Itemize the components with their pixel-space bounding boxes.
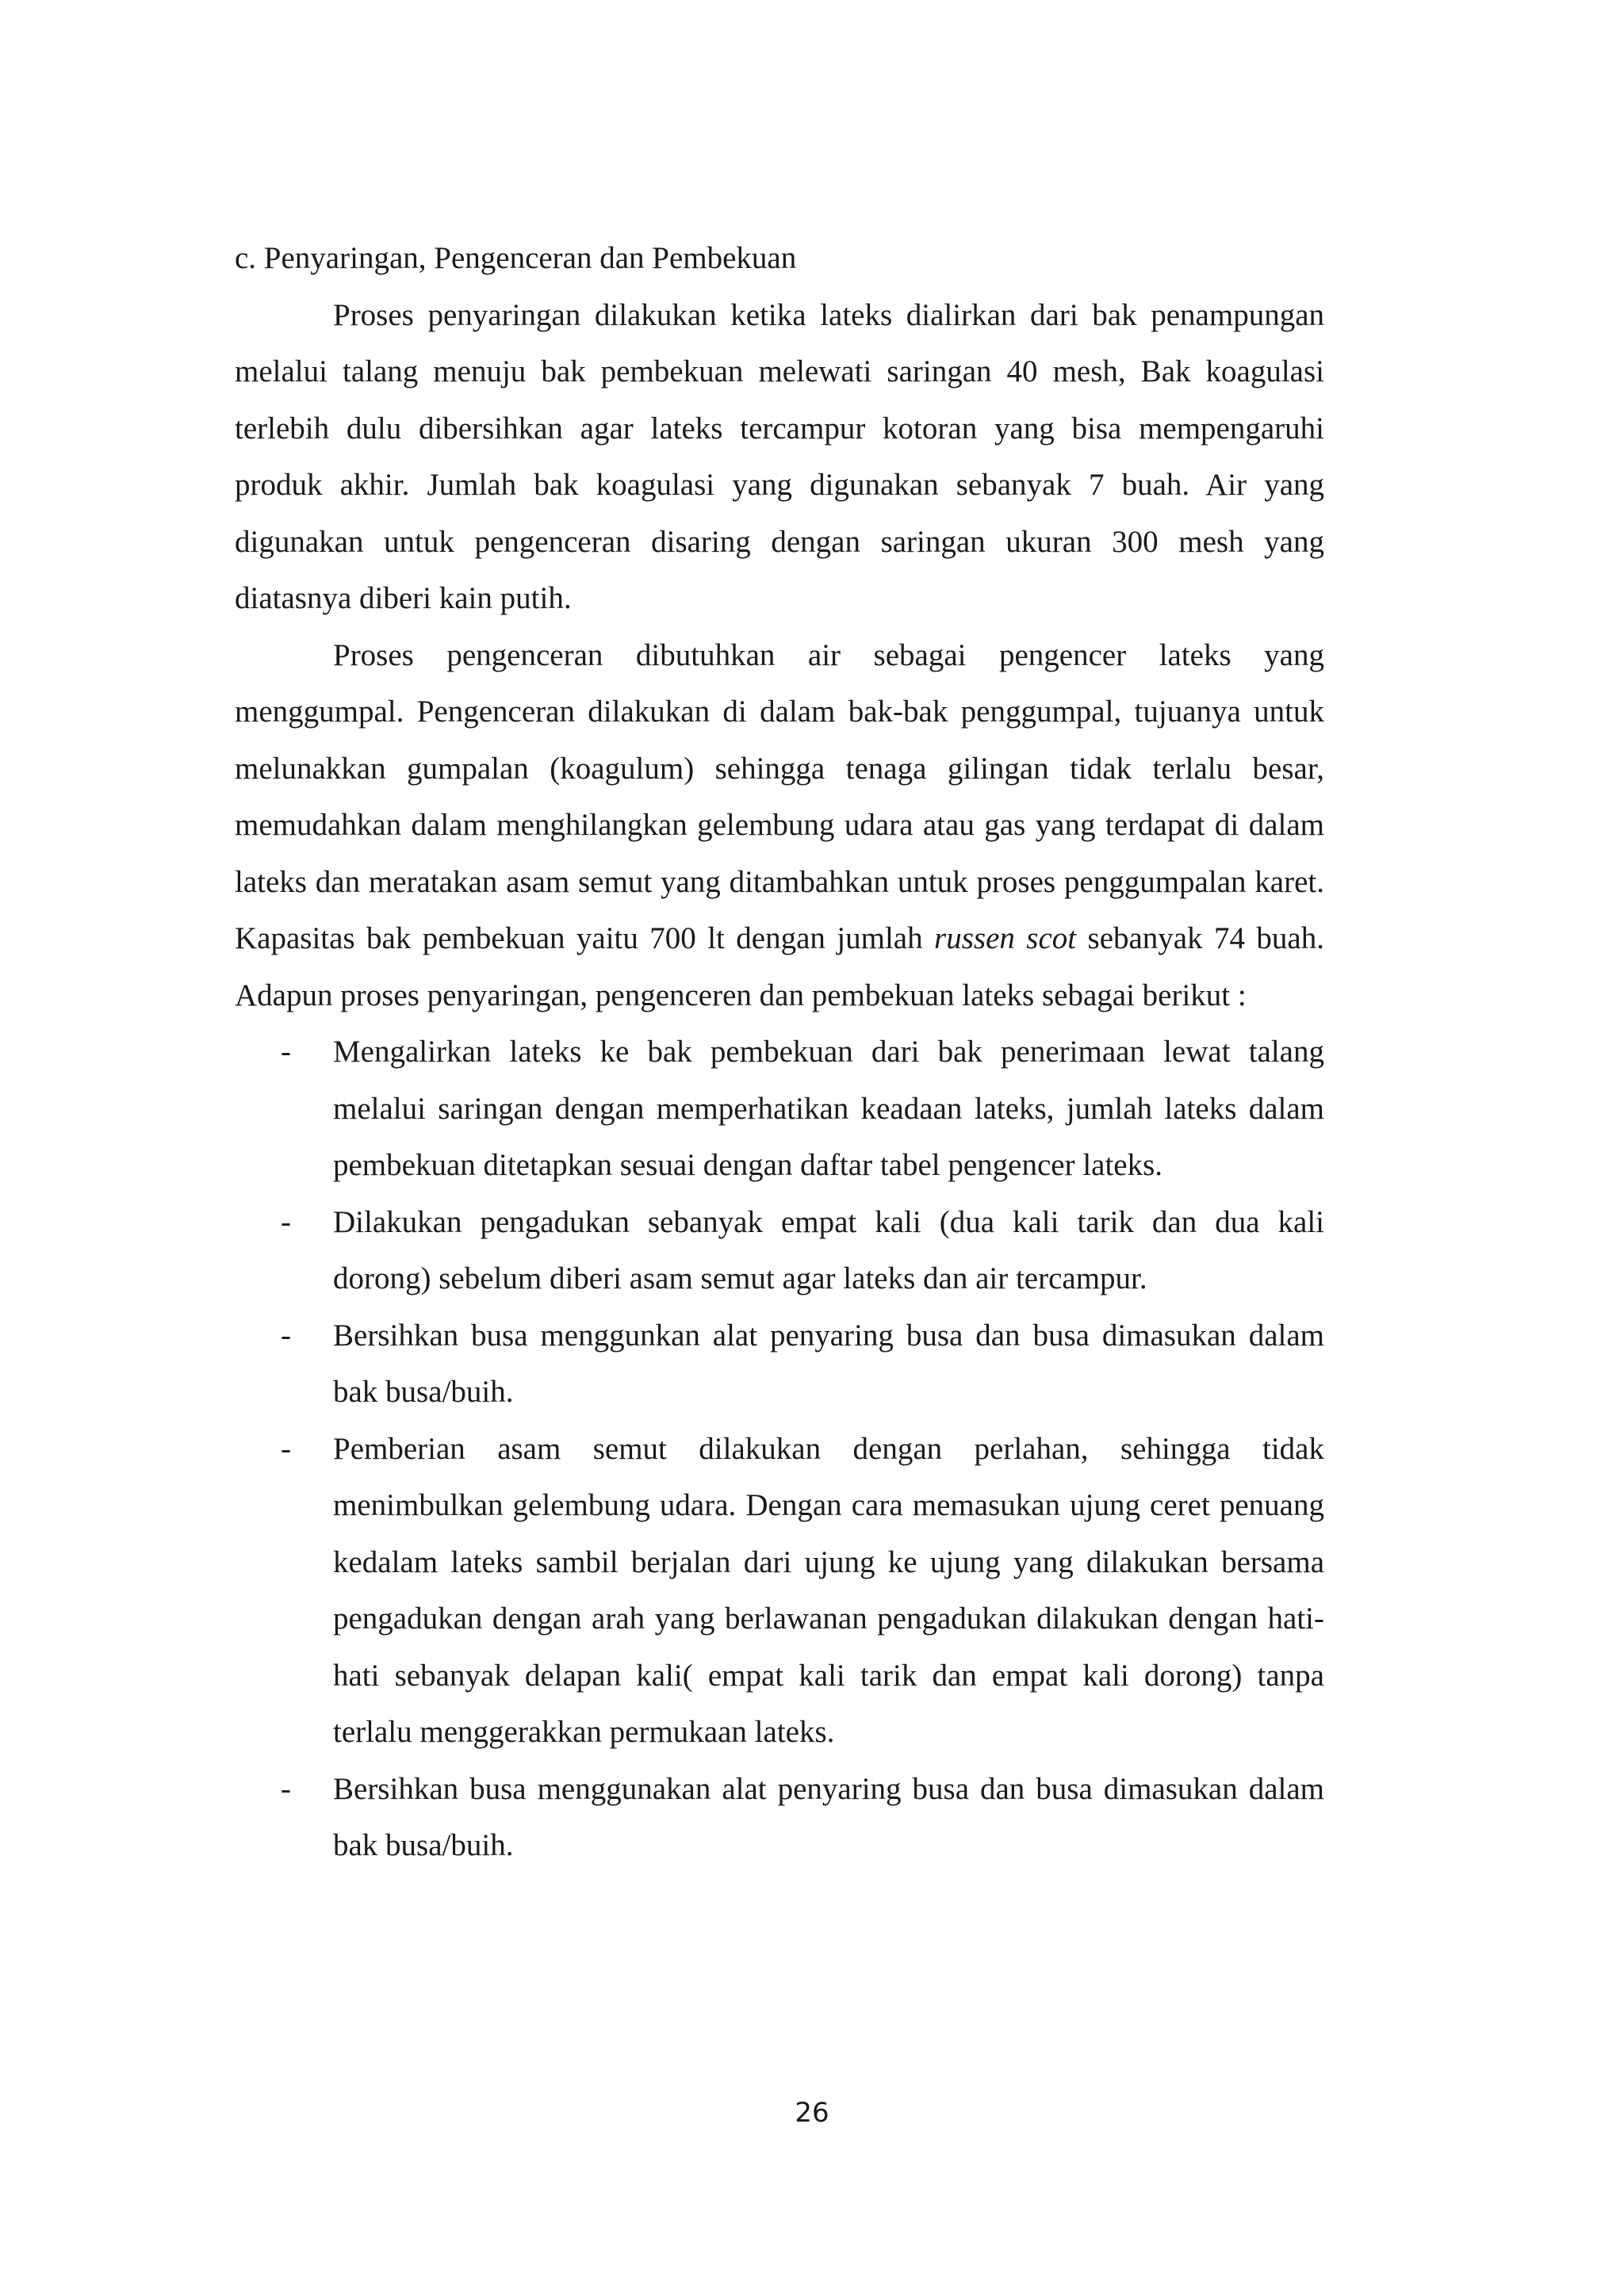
page-number: 26 [795,2097,829,2129]
list-item-text: Pemberian asam semut dilakukan dengan perlahan, sehingga tidak menimbulkan gelembung udara. Dengan cara memasukan ujung ceret penuang kedalam lateks sambil berjalan dari ujung ke ujung yang dilakukan bersama pengadukan dengan arah yang berlawanan pengadukan dilakukan dengan hati- hati sebanyak delapan kali( empat kali tarik dan empat kali dorong) tanpa terlalu menggerakkan permukaan lateks. [333,1431,1324,1749]
section-heading: c. Penyaringan, Pengenceran dan Pembekuan [235,241,797,275]
dash-bullet: - [281,1771,291,1806]
dash-bullet: - [281,1204,291,1239]
list-item [235,1024,1324,1194]
paragraph-text-after-italic: sebanyak 74 buah. Adapun proses penyaringan, pengenceren dan pembekuan lateks sebagai berikut : [235,921,1324,1012]
dash-bullet: - [281,1318,291,1353]
process-steps-list [235,1024,1324,1874]
list-item [235,1307,1324,1421]
list-item [235,1421,1324,1761]
dash-bullet: - [281,1035,291,1069]
italic-term: russen scot [934,921,1077,955]
paragraph-penyaringan: Proses penyaringan dilakukan ketika lateks dialirkan dari bak penampungan melalui talang menuju bak pembekuan melewati saringan 40 mesh, Bak koagulasi terlebih dulu dibersihkan agar lateks tercampur kotoran yang bisa mempengaruhi produk akhir. Jumlah bak koagulasi yang digunakan sebanyak 7 buah. Air yang digunakan untuk pengenceran disaring dengan saringan ukuran 300 mesh yang diatasnya diberi kain putih. [235,297,1324,615]
list-item-text: Mengalirkan lateks ke bak pembekuan dari bak penerimaan lewat talang melalui saringan dengan memperhatikan keadaan lateks, jumlah lateks dalam pembekuan ditetapkan sesuai dengan daftar tabel pengencer lateks. [333,1035,1324,1182]
list-item [235,1194,1324,1307]
list-item-text: Bersihkan busa menggunkan alat penyaring busa dan busa dimasukan dalam bak busa/buih. [333,1318,1324,1409]
list-item [235,1761,1324,1874]
list-item-text: Bersihkan busa menggunakan alat penyaring busa dan busa dimasukan dalam bak busa/buih. [333,1771,1324,1862]
paragraph-text-before-italic: Proses pengenceran dibutuhkan air sebagai pengencer lateks yang menggumpal. Pengenceran dilakukan di dalam bak-bak penggumpal, tujuanya untuk melunakkan gumpalan (koagulum) sehingga tenaga gilingan tidak terlalu besar, memudahkan dalam menghilangkan gelembung udara atau gas yang terdapat di dalam lateks dan meratakan asam semut yang ditambahkan untuk proses penggumpalan karet. Kapasitas bak pembekuan yaitu 700 lt dengan jumlah [235,637,1324,955]
paragraph-pengenceran [235,627,1324,1024]
dash-bullet: - [281,1431,291,1466]
page-content [235,230,1324,1874]
list-item-text: Dilakukan pengadukan sebanyak empat kali (dua kali tarik dan dua kali dorong) sebelum diberi asam semut agar lateks dan air tercampur. [333,1204,1324,1295]
